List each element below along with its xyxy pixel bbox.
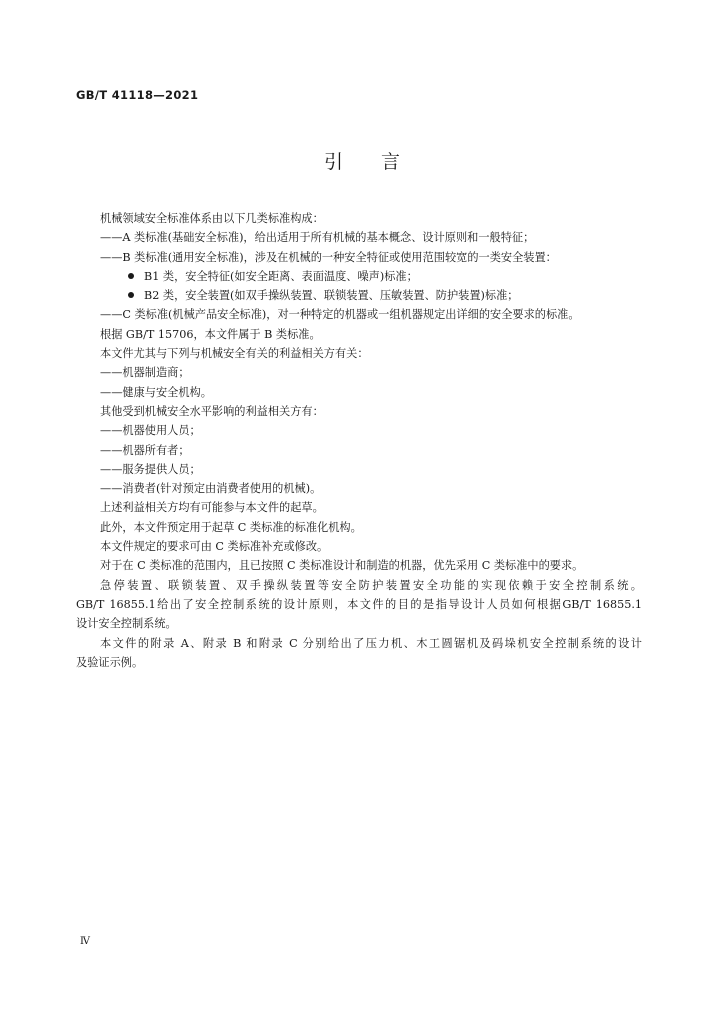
paragraph-line: 机械领域安全标准体系由以下几类标准构成： <box>100 212 324 225</box>
bullet-item <box>76 286 642 305</box>
bullet-text: B2 类，安全装置(如双手操纵装置、联锁装置、压敏装置、防护装置)标准； <box>144 289 519 303</box>
list-item: ——机器制造商； <box>100 366 190 380</box>
list-item: ——C 类标准(机械产品安全标准)，对一种特定的机器或一组机器规定出详细的安全要求的标准。 <box>100 308 580 322</box>
paragraph-line: 上述利益相关方均有可能参与本文件的起草。 <box>100 501 324 515</box>
list-item: ——服务提供人员； <box>100 462 201 476</box>
document-body <box>76 209 642 672</box>
paragraph-line: 根据 GB/T 15706，本文件属于 B 类标准。 <box>100 327 321 341</box>
paragraph-line: 急停装置、联锁装置、双手操纵装置等安全防护装置安全功能的实现依赖于安全控制系统。 <box>100 578 642 592</box>
paragraph-line: 对于在 C 类标准的范围内，且已按照 C 类标准设计和制造的机器，优先采用 C 类标准中的要求。 <box>100 559 584 573</box>
paragraph-line: 本文件尤其与下列与机械安全有关的利益相关方有关： <box>100 347 369 361</box>
list-item: ——机器所有者； <box>100 443 190 457</box>
page-number: Ⅳ <box>80 936 90 947</box>
paragraph-line: 其他受到机械安全水平影响的利益相关方有： <box>100 404 324 418</box>
standard-code: GB/T 41118—2021 <box>76 88 199 102</box>
list-item: ——B 类标准(通用安全标准)，涉及在机械的一种安全特征或使用范围较宽的一类安全装置： <box>100 250 557 264</box>
bullet-icon <box>128 292 134 298</box>
list-item: ——消费者(针对预定由消费者使用的机械)。 <box>100 482 322 496</box>
paragraph-line: 设计安全控制系统。 <box>76 617 177 631</box>
bullet-item <box>76 267 642 286</box>
paragraph-line: 此外，本文件预定用于起草 C 类标准的标准化机构。 <box>100 520 362 534</box>
paragraph-line: 本文件的附录 A、附录 B 和附录 C 分别给出了压力机、木工圆锯机及码垛机安全控制系统的设计 <box>100 636 642 650</box>
paragraph-line: 本文件规定的要求可由 C 类标准补充或修改。 <box>100 540 329 554</box>
list-item: ——健康与安全机构。 <box>100 385 212 399</box>
bullet-text: B1 类，安全特征(如安全距离、表面温度、噪声)标准； <box>144 269 418 283</box>
page-title: 引言 <box>323 151 438 173</box>
list-item: ——机器使用人员； <box>100 424 201 438</box>
paragraph-line: 及验证示例。 <box>76 655 144 669</box>
bullet-icon <box>128 273 134 279</box>
paragraph-line: GB/T 16855.1给出了安全控制系统的设计原则，本文件的目的是指导设计人员如何根据GB/T 16855.1 <box>76 597 642 611</box>
list-item: ——A 类标准(基础安全标准)，给出适用于所有机械的基本概念、设计原则和一般特征； <box>100 231 535 245</box>
